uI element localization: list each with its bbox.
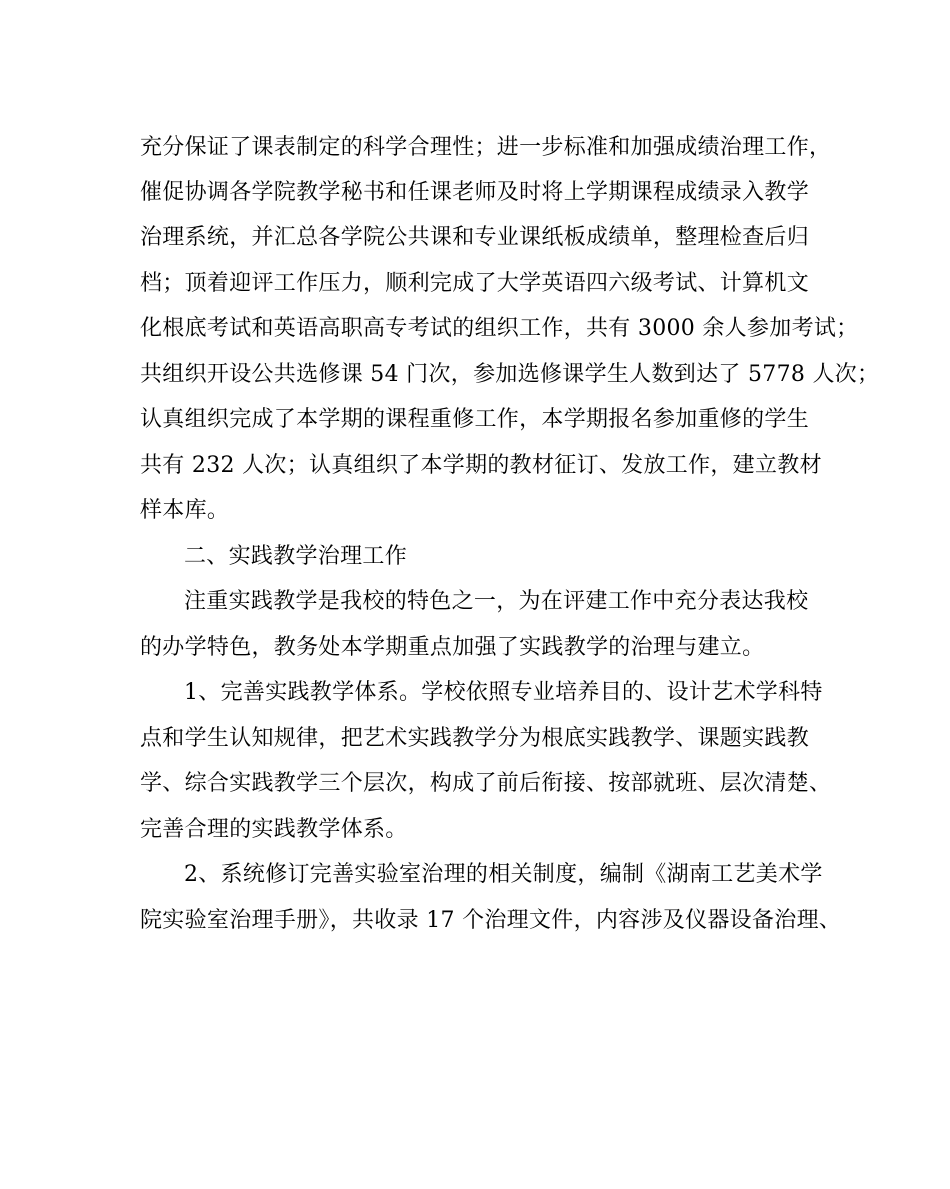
body-text-line: 点和学生认知规律，把艺术实践教学分为根底实践教学、课题实践教 — [140, 726, 810, 751]
body-text-line: 注重实践教学是我校的特色之一，为在评建工作中充分表达我校 — [184, 589, 809, 614]
body-text-line: 学、综合实践教学三个层次，构成了前后衔接、按部就班、层次清楚、 — [140, 771, 832, 796]
section-heading: 二、实践教学治理工作 — [184, 544, 408, 569]
body-text-line: 认真组织完成了本学期的课程重修工作，本学期报名参加重修的学生 — [140, 407, 810, 432]
body-text-line: 完善合理的实践教学体系。 — [140, 817, 408, 842]
body-text-line: 化根底考试和英语高职高专考试的组织工作，共有 3000 余人参加考试； — [140, 316, 859, 341]
body-text-line: 治理系统，并汇总各学院公共课和专业课纸板成绩单，整理检查后归 — [140, 225, 810, 250]
body-text-line: 2、系统修订完善实验室治理的相关制度，编制《湖南工艺美术学 — [184, 862, 823, 887]
body-text-line: 样本库。 — [140, 498, 230, 523]
body-text-line: 档；顶着迎评工作压力，顺利完成了大学英语四六级考试、计算机文 — [140, 271, 810, 296]
body-text-line: 催促协调各学院教学秘书和任课老师及时将上学期课程成绩录入教学 — [140, 180, 810, 205]
body-text-line: 院实验室治理手册》，共收录 17 个治理文件，内容涉及仪器设备治理、 — [140, 908, 842, 933]
body-text-line: 充分保证了课表制定的科学合理性；进一步标准和加强成绩治理工作， — [140, 135, 832, 160]
body-text-line: 共组织开设公共选修课 54 门次，参加选修课学生人数到达了 5778 人次； — [140, 362, 880, 387]
body-text-line: 1、完善实践教学体系。学校依照专业培养目的、设计艺术学科特 — [184, 680, 823, 705]
body-text-line: 共有 232 人次；认真组织了本学期的教材征订、发放工作，建立教材 — [140, 453, 822, 478]
body-text-line: 的办学特色，教务处本学期重点加强了实践教学的治理与建立。 — [140, 635, 765, 660]
